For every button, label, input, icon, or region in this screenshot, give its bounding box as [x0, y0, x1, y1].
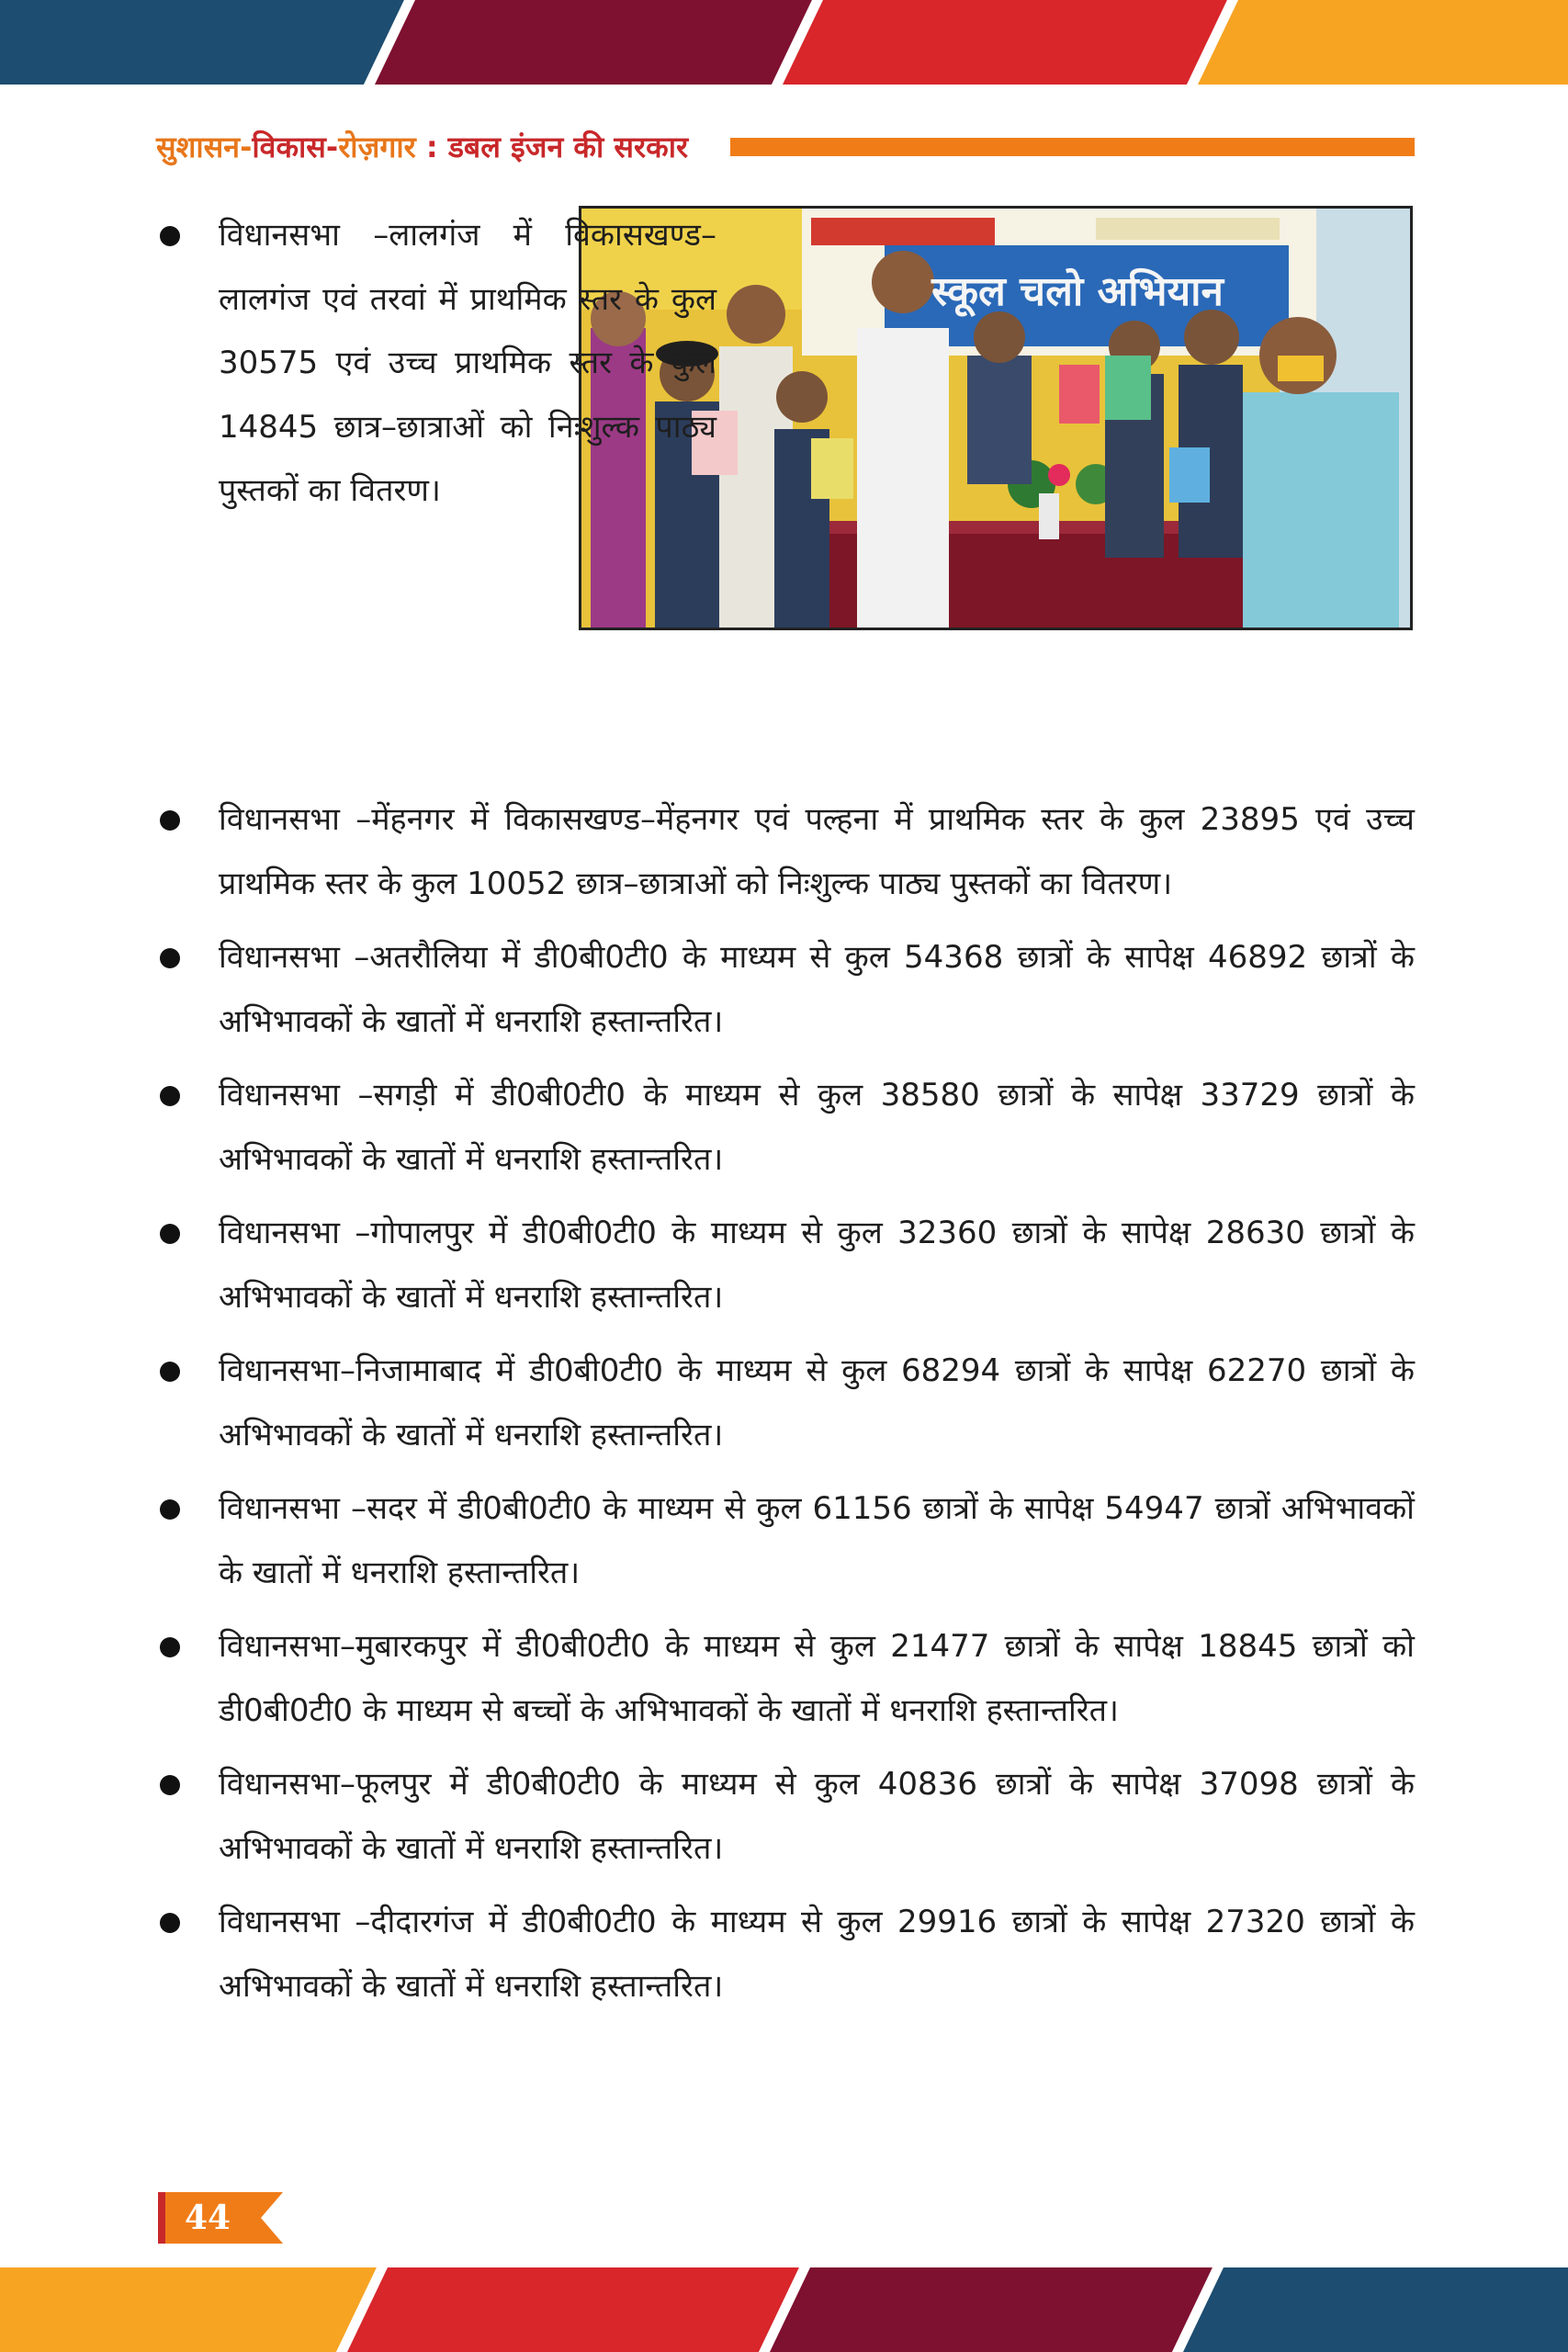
header-title-part-3: रोज़गार	[338, 130, 416, 164]
page-number-tab	[158, 2192, 283, 2244]
header-title-part-4: : डबल इंजन की सरकार	[415, 130, 689, 164]
bullet-icon	[160, 948, 180, 968]
bullet-icon	[160, 1362, 180, 1382]
list-item-text: विधानसभा –गोपालपुर में डी0बी0टी0 के माध्यम से कुल 32360 छात्रों के सापेक्ष 28630 छात्रों के अभिभावकों के खातों में धनराशि हस्तान्तरित।	[219, 1215, 1415, 1316]
list-item	[156, 1202, 1415, 1329]
header-rule	[730, 138, 1415, 156]
list-item-text: विधानसभा –मेंहनगर में विकासखण्ड–मेंहनगर एवं पल्हना में प्राथमिक स्तर के कुल 23895 एवं उच्च प्राथमिक स्तर के कुल 10052 छात्र–छात्राओं को निःशुल्क पाठ्य पुस्तकों का वितरण।	[219, 801, 1415, 902]
list-item-text: विधानसभा –अतरौलिया में डी0बी0टी0 के माध्यम से कुल 54368 छात्रों के सापेक्ष 46892 छात्रों के अभिभावकों के खातों में धनराशि हस्तान्तरित।	[219, 939, 1415, 1040]
list-item	[156, 1064, 1415, 1192]
bullet-icon	[160, 1499, 180, 1520]
bullet-icon	[160, 1086, 180, 1106]
list-item	[156, 1477, 1415, 1605]
header-title	[156, 129, 688, 165]
photo-banner-text: स्कूल चलो अभियान	[931, 268, 1224, 315]
list-item-text: विधानसभा–निजामाबाद में डी0बी0टी0 के माध्यम से कुल 68294 छात्रों के सापेक्ष 62270 छात्रों के अभिभावकों के खातों में धनराशि हस्तान्तरित।	[219, 1352, 1415, 1453]
list-item-text: विधानसभा –लालगंज में विकासखण्ड–लालगंज एवं तरवां में प्राथमिक स्तर के कुल 30575 एवं उच्च प्राथमिक स्तर के कुल 14845 छात्र–छात्राओं को निःशुल्क पाठ्य पुस्तकों का वितरण।	[219, 217, 716, 509]
list-item-text: विधानसभा–फूलपुर में डी0बी0टी0 के माध्यम से कुल 40836 छात्रों के सापेक्ष 37098 छात्रों के अभिभावकों के खातों में धनराशि हस्तान्तरित।	[219, 1766, 1415, 1867]
bullet-icon	[160, 1913, 180, 1933]
list-item	[156, 1615, 1415, 1743]
page-number: 44	[184, 2199, 231, 2237]
header-title-part-1: सुशासन-	[156, 130, 253, 164]
bottom-color-band	[0, 2267, 1568, 2352]
header-title-part-2: विकास-	[252, 130, 339, 164]
list-item-text: विधानसभा –सगड़ी में डी0बी0टी0 के माध्यम से कुल 38580 छात्रों के सापेक्ष 33729 छात्रों के अभिभावकों के खातों में धनराशि हस्तान्तरित।	[219, 1077, 1415, 1178]
bullet-icon	[160, 1775, 180, 1795]
bullet-icon	[160, 226, 180, 246]
bullet-icon	[160, 1637, 180, 1657]
bullet-icon	[160, 810, 180, 831]
top-color-band	[0, 0, 1568, 85]
list-item	[156, 926, 1415, 1054]
list-item-text: विधानसभा–मुबारकपुर में डी0बी0टी0 के माध्यम से कुल 21477 छात्रों के सापेक्ष 18845 छात्रों को डी0बी0टी0 के माध्यम से बच्चों के अभिभावकों के खातों में धनराशि हस्तान्तरित।	[219, 1628, 1415, 1729]
list-item	[156, 1891, 1415, 2018]
bullet-list	[156, 204, 1415, 2029]
list-item	[156, 1753, 1415, 1881]
list-item	[156, 204, 1415, 770]
list-item	[156, 788, 1415, 916]
page-header	[156, 129, 1415, 165]
list-item-text: विधानसभा –दीदारगंज में डी0बी0टी0 के माध्यम से कुल 29916 छात्रों के सापेक्ष 27320 छात्रों के अभिभावकों के खातों में धनराशि हस्तान्तरित।	[219, 1904, 1415, 2005]
list-item-text: विधानसभा –सदर में डी0बी0टी0 के माध्यम से कुल 61156 छात्रों के सापेक्ष 54947 छात्रों अभिभावकों के खातों में धनराशि हस्तान्तरित।	[219, 1490, 1415, 1591]
bullet-icon	[160, 1224, 180, 1244]
list-item	[156, 1340, 1415, 1467]
